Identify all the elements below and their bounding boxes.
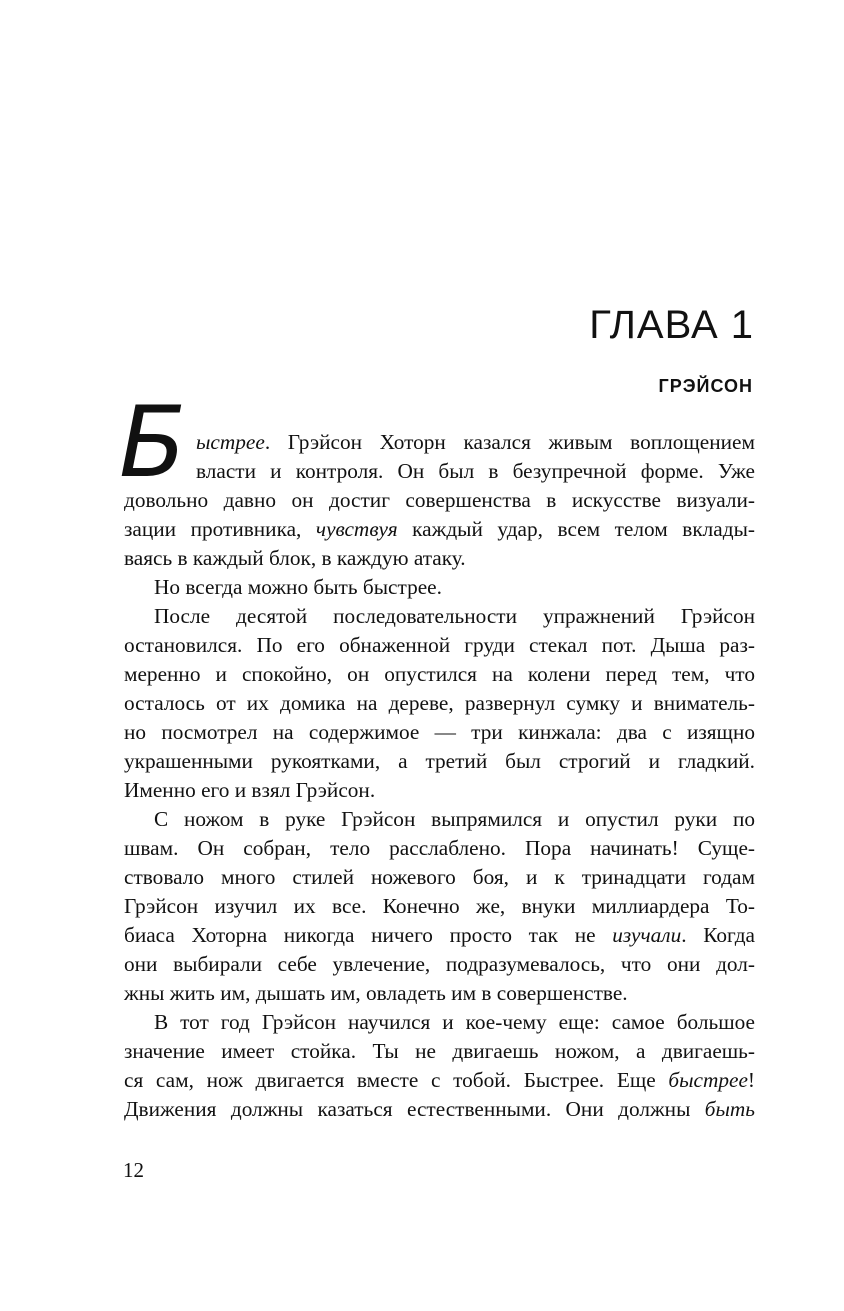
text-line: осталось от их домика на дереве, развернул сумку и вниматель- (124, 691, 755, 715)
text-line: ся сам, нож двигается вместе с тобой. Быстрее. Еще быстрее! (124, 1068, 755, 1092)
italic-word: быть (704, 1097, 755, 1121)
text-line: биаса Хоторна никогда ничего просто так не изучали. Когда (124, 923, 756, 947)
text-line: Но всегда можно быть быстрее. (154, 575, 442, 599)
text-line: они выбирали себе увлечение, подразумевалось, что они дол- (124, 952, 755, 976)
text-line: В тот год Грэйсон научился и кое-чему еще: самое большое (154, 1010, 755, 1034)
italic-word: ыстрее (196, 430, 265, 454)
italic-word: быстрее (668, 1068, 748, 1092)
page-number: 12 (123, 1158, 144, 1182)
text-line: довольно давно он достиг совершенства в искусстве визуали- (124, 488, 755, 512)
text-line: Грэйсон изучил их все. Конечно же, внуки миллиардера То- (124, 894, 755, 918)
text-line: значение имеет стойка. Ты не двигаешь ножом, а двигаешь- (124, 1039, 755, 1063)
text-line: С ножом в руке Грэйсон выпрямился и опустил руки по (154, 807, 755, 831)
text-line: жны жить им, дышать им, овладеть им в совершенстве. (124, 981, 628, 1005)
italic-word: чувствуя (315, 517, 398, 541)
text-line: Именно его и взял Грэйсон. (124, 778, 376, 802)
chapter-subtitle: ГРЭЙСОН (658, 376, 753, 396)
text-line: власти и контроля. Он был в безупречной форме. Уже (196, 459, 755, 483)
text-line: ствовало много стилей ножевого боя, и к тринадцати годам (124, 865, 755, 889)
text-line: остановился. По его обнаженной груди стекал пот. Дыша раз- (124, 633, 755, 657)
text-line: ыстрее. Грэйсон Хоторн казался живым воплощением (196, 430, 755, 454)
text-line: швам. Он собран, тело расслаблено. Пора начинать! Суще- (124, 836, 755, 860)
text-line: зации противника, чувствуя каждый удар, всем телом вклады- (124, 517, 755, 541)
text-line: но посмотрел на содержимое — три кинжала: два с изящно (124, 720, 755, 744)
text-line: ваясь в каждый блок, в каждую атаку. (124, 546, 466, 570)
text-line: После десятой последовательности упражнений Грэйсон (154, 604, 755, 628)
text-line: Движения должны казаться естественными. Они должны быть (124, 1097, 755, 1121)
chapter-title: ГЛАВА 1 (589, 303, 754, 347)
italic-word: изучали (612, 923, 682, 947)
text-line: меренно и спокойно, он опустился на колени перед тем, что (124, 662, 755, 686)
drop-cap: Б (119, 386, 187, 500)
text-line: украшенными рукоятками, а третий был строгий и гладкий. (124, 749, 755, 773)
